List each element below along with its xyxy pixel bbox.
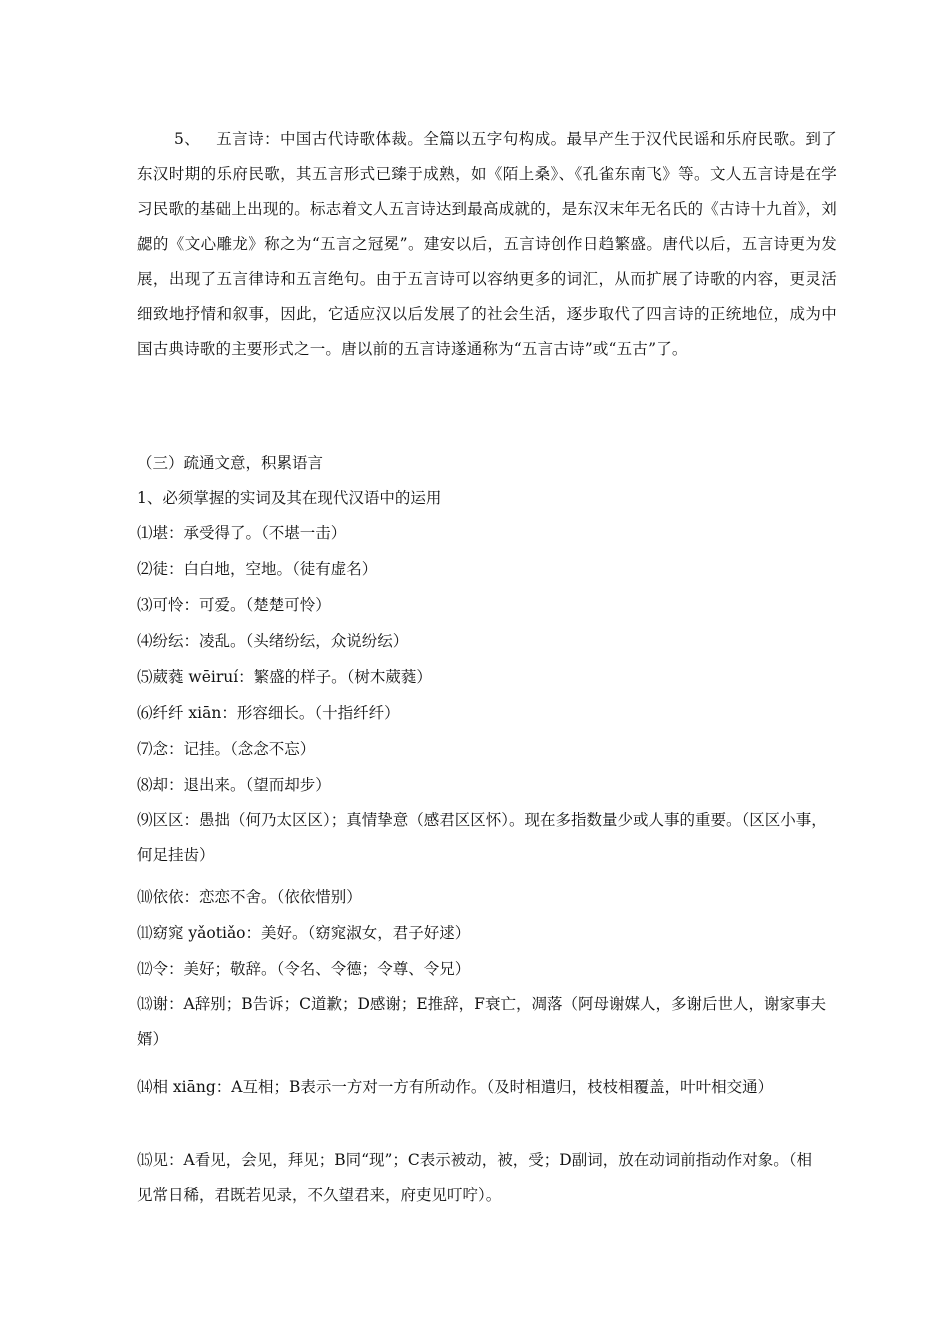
sub-heading: 1、必须掌握的实词及其在现代汉语中的运用 [137, 489, 442, 507]
intro-text: 五言诗：中国古代诗歌体裁。全篇以五字句构成。最早产生于汉代民谣和乐府民歌。到了东汉时期的乐府民歌，其五言形式已臻于成熟，如《陌上桑》、《孔雀东南飞》等。文人五言诗是在学习民歌的基础上出现的。标志着文人五言诗达到最高成就的，是东汉末年无名氏的《古诗十九首》，刘勰的《文心雕龙》称之为“五言之冠冕”。建安以后，五言诗创作日趋繁盛。唐代以后，五言诗更为发展，出现了五言律诗和五言绝句。由于五言诗可以容纳更多的词汇，从而扩展了诗歌的内容，更灵活细致地抒情和叙事，因此，它适应汉以后发展了的社会生活，逐步取代了四言诗的正统地位，成为中国古典诗歌的主要形式之一。唐以前的五言诗遂通称为“五言古诗”或“五古”了。 [137, 130, 837, 358]
list-item: ⑻却：退出来。（望而却步） [137, 776, 331, 794]
list-item: ⑶可怜：可爱。（楚楚可怜） [137, 596, 331, 614]
list-item: ⑹纤纤 xiān：形容细长。（十指纤纤） [137, 704, 400, 722]
intro-number: 5、 [174, 130, 201, 148]
list-item: ⑾窈窕 yǎotiǎo：美好。（窈窕淑女，君子好逑） [137, 924, 471, 942]
list-item: ⒁相 xiāng：A互相；B表示一方对一方有所动作。（及时相遣归，枝枝相覆盖，叶叶相交通） [137, 1078, 774, 1096]
list-item: ⑷纷纭：凌乱。（头绪纷纭，众说纷纭） [137, 632, 409, 650]
list-item: ⑵徒：白白地，空地。（徒有虚名） [137, 560, 378, 578]
list-item: ⑺念：记挂。（念念不忘） [137, 740, 316, 758]
section-heading: （三）疏通文意，积累语言 [137, 454, 324, 472]
list-item: ⑿令：美好；敬辞。（令名、令德；令尊、令兄） [137, 960, 471, 978]
list-item: ⒀谢：A辞别；B告诉；C道歉；D感谢；E推辞，F衰亡，凋落（阿母谢媒人，多谢后世人，谢家事夫婿） [137, 995, 826, 1048]
list-item: ⒂见：A看见，会见，拜见；B同“现”；C表示被动，被，受；D副词，放在动词前指动作对象。（相见常日稀，君既若见录，不久望君来，府吏见叮咛）。 [137, 1151, 812, 1204]
list-item: ⑽依依：恋恋不舍。（依依惜别） [137, 888, 362, 906]
list-item: ⑼区区：愚拙（何乃太区区）；真情挚意（感君区区怀）。现在多指数量少或人事的重要。（区区小事，何足挂齿） [137, 811, 827, 864]
intro-paragraph [137, 122, 837, 367]
list-item: ⑸葳蕤 wēiruí：繁盛的样子。（树木葳蕤） [137, 668, 432, 686]
list-item: ⑴堪：承受得了。（不堪一击） [137, 524, 347, 542]
